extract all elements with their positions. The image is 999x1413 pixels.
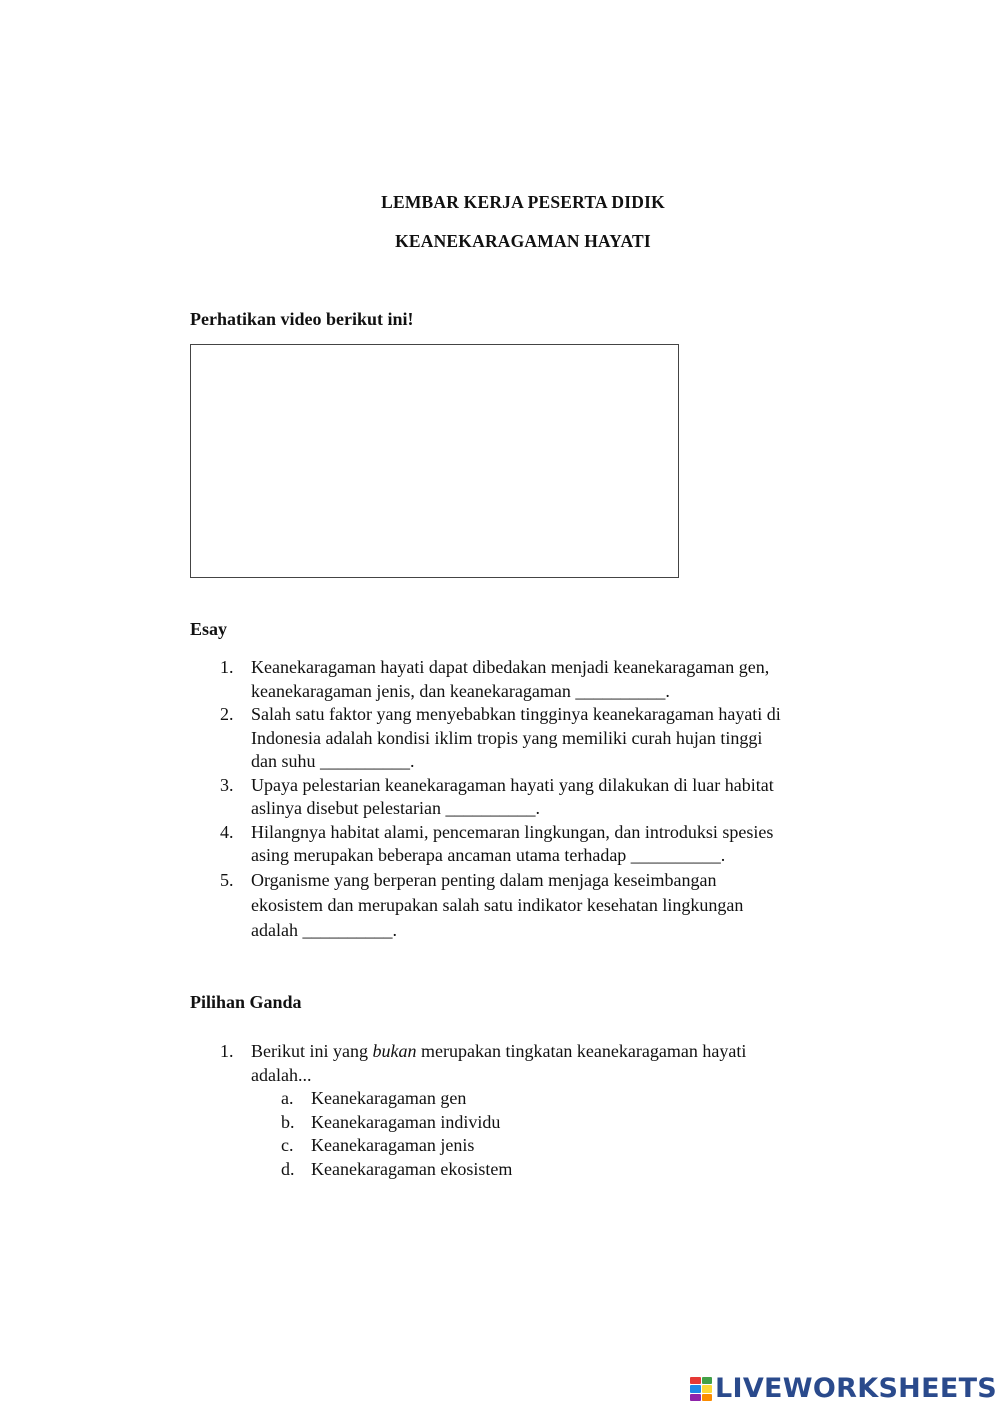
logo-block	[702, 1385, 713, 1392]
option-text: Keanekaragaman gen	[311, 1088, 467, 1108]
question-number: 1.	[220, 1041, 234, 1061]
answer-option-a[interactable]	[281, 1087, 860, 1111]
essay-question	[220, 774, 860, 821]
question-text-line: Salah satu faktor yang menyebabkan tingginya keanekaragaman hayati di	[251, 704, 781, 724]
answer-option-d[interactable]	[281, 1158, 860, 1182]
option-text: Keanekaragaman individu	[311, 1111, 501, 1132]
question-emphasis: bukan	[372, 1041, 417, 1061]
option-letter: a.	[281, 1088, 294, 1108]
video-player[interactable]	[190, 344, 679, 578]
question-text-line: keanekaragaman jenis, dan keanekaragaman __________.	[251, 680, 670, 701]
essay-question-list	[220, 656, 860, 943]
question-text-line: aslinya disebut pelestarian __________.	[251, 798, 540, 818]
option-letter: c.	[281, 1135, 294, 1155]
answer-options	[251, 1087, 860, 1181]
option-text: Keanekaragaman jenis	[311, 1135, 475, 1155]
question-text-line: adalah...	[251, 1064, 312, 1085]
multiple-choice-list	[220, 1040, 860, 1181]
question-number: 5.	[220, 869, 234, 890]
question-number: 3.	[220, 774, 234, 795]
worksheet-subtitle: KEANEKARAGAMAN HAYATI	[395, 231, 651, 251]
question-number: 4.	[220, 821, 234, 842]
question-text-line: dan suhu __________.	[251, 751, 415, 771]
essay-heading: Esay	[190, 619, 228, 639]
question-text-line: Hilangnya habitat alami, pencemaran lingkungan, dan introduksi spesies	[251, 821, 774, 842]
question-text-line: Indonesia adalah kondisi iklim tropis yang memiliki curah hujan tinggi	[251, 727, 763, 748]
logo-block	[690, 1377, 701, 1384]
question-text-line: Organisme yang berperan penting dalam menjaga keseimbangan	[251, 869, 717, 890]
question-text-line: ekosistem dan merupakan salah satu indikator kesehatan lingkungan	[251, 894, 744, 915]
essay-question	[220, 703, 860, 774]
question-number: 1.	[220, 657, 234, 677]
question-text-line: Upaya pelestarian keanekaragaman hayati yang dilakukan di luar habitat	[251, 774, 774, 795]
multiple-choice-question	[220, 1040, 860, 1181]
question-text-part: Berikut ini yang	[251, 1041, 373, 1061]
essay-question	[220, 868, 860, 943]
logo-block	[690, 1394, 701, 1401]
logo-block	[702, 1394, 713, 1401]
question-number: 2.	[220, 704, 234, 724]
question-text-line: adalah __________.	[251, 919, 397, 940]
question-text-line: asing merupakan beberapa ancaman utama terhadap __________.	[251, 845, 726, 865]
liveworksheets-logo	[690, 1374, 997, 1404]
video-heading: Perhatikan video berikut ini!	[190, 309, 414, 329]
question-text-part: merupakan tingkatan keanekaragaman hayati	[416, 1041, 747, 1061]
logo-block	[690, 1385, 701, 1392]
worksheet-title: LEMBAR KERJA PESERTA DIDIK	[381, 192, 665, 212]
answer-option-c[interactable]	[281, 1134, 860, 1158]
liveworksheets-icon	[690, 1377, 712, 1401]
question-text-line	[251, 1040, 860, 1064]
essay-question	[220, 821, 860, 868]
multiple-choice-heading: Pilihan Ganda	[190, 992, 302, 1012]
option-letter: d.	[281, 1158, 295, 1179]
answer-option-b[interactable]	[281, 1111, 860, 1135]
brand-name: LIVEWORKSHEETS	[715, 1373, 998, 1404]
essay-question	[220, 656, 860, 703]
logo-block	[702, 1377, 713, 1384]
question-text-line: Keanekaragaman hayati dapat dibedakan menjadi keanekaragaman gen,	[251, 657, 770, 677]
option-letter: b.	[281, 1111, 295, 1132]
option-text: Keanekaragaman ekosistem	[311, 1158, 513, 1179]
